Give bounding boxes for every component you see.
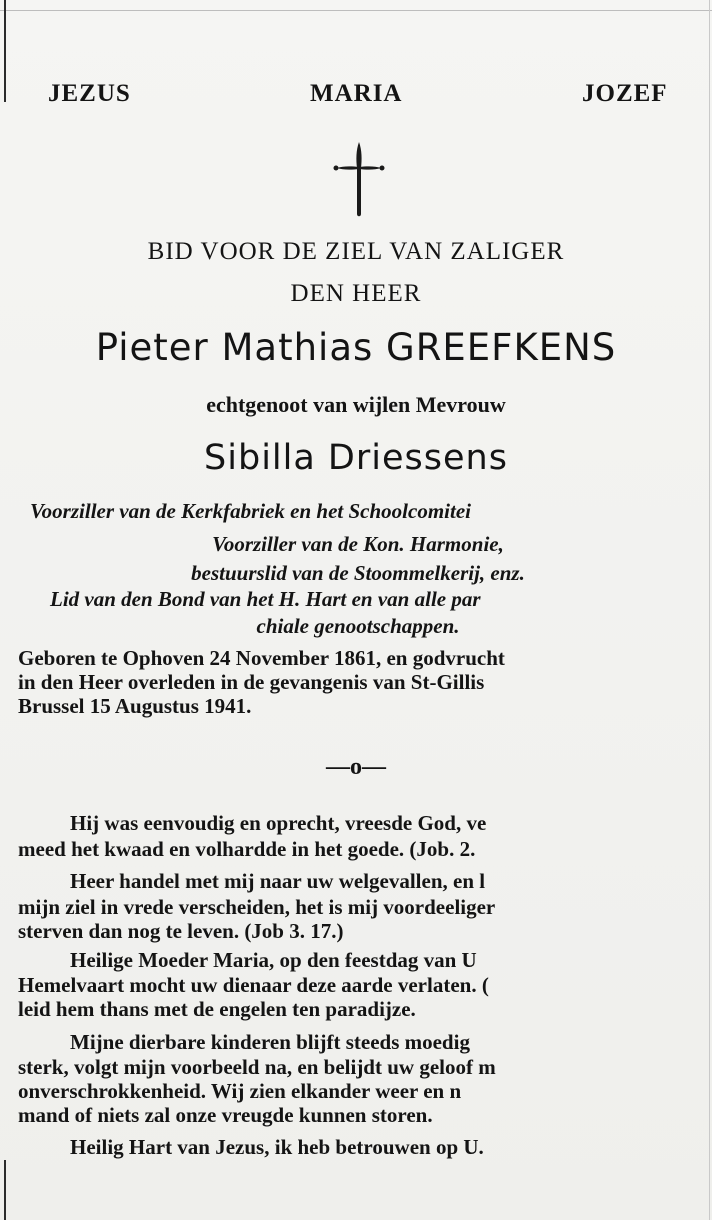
verse-line: Mijne dierbare kinderen blijft steeds moedig — [70, 1030, 470, 1054]
verse-line: leid hem thans met de engelen ten paradijze. — [18, 997, 416, 1021]
role-line: Voorziller van de Kerkfabriek en het Schoolcomitei — [30, 499, 471, 523]
role-line: chiale genootschappen. — [256, 614, 460, 638]
verse-line: sterk, volgt mijn voorbeeld na, en belijdt uw geloof m — [18, 1055, 496, 1079]
bio-line: in den Heer overleden in de gevangenis van St-Gillis — [18, 670, 485, 694]
spouse-name: Sibilla Driessens — [204, 438, 508, 478]
intro-line-2: DEN HEER — [290, 280, 422, 307]
verse-line: Heilig Hart van Jezus, ik heb betrouwen op U. — [70, 1135, 484, 1159]
role-line: Voorziller van de Kon. Harmonie, — [212, 532, 504, 556]
verse-line: Hij was eenvoudig en oprecht, vreesde God, ve — [70, 811, 487, 835]
verse-line: meed het kwaad en volhardde in het goede. (Job. 2. — [18, 837, 476, 861]
role-line: Lid van den Bond van het H. Hart en van alle par — [50, 587, 481, 611]
holy-family-header — [48, 80, 668, 112]
left-border-top — [4, 0, 6, 102]
verse-line: Heer handel met mij naar uw welgevallen, en l — [70, 869, 486, 893]
header-jozef: JOZEF — [582, 80, 668, 107]
left-border-bottom — [4, 1160, 6, 1220]
top-border — [0, 10, 712, 11]
role-line: bestuurslid van de Stoommelkerij, enz. — [191, 561, 525, 585]
header-jezus: JEZUS — [48, 80, 131, 107]
deceased-name: Pieter Mathias GREEFKENS — [95, 326, 617, 369]
verse-line: sterven dan nog te leven. (Job 3. 17.) — [18, 919, 344, 943]
verse-line: onverschrokkenheid. Wij zien elkander weer en n — [18, 1079, 462, 1103]
verse-line: mand of niets zal onze vreugde kunnen storen. — [18, 1103, 433, 1127]
bio-line: Geboren te Ophoven 24 November 1861, en godvrucht — [18, 646, 505, 670]
spouse-intro: echtgenoot van wijlen Mevrouw — [206, 392, 506, 417]
verse-line: Heilige Moeder Maria, op den feestdag van U — [70, 948, 477, 972]
verse-line: mijn ziel in vrede verscheiden, het is mij voordeeliger — [18, 895, 496, 919]
intro-line-1: BID VOOR DE ZIEL VAN ZALIGER — [147, 238, 565, 265]
separator: —o— — [326, 754, 386, 780]
cross-icon — [333, 140, 385, 218]
header-maria: MARIA — [310, 80, 403, 107]
verse-line: Hemelvaart mocht uw dienaar deze aarde verlaten. ( — [18, 973, 489, 997]
bio-line: Brussel 15 Augustus 1941. — [18, 694, 252, 718]
